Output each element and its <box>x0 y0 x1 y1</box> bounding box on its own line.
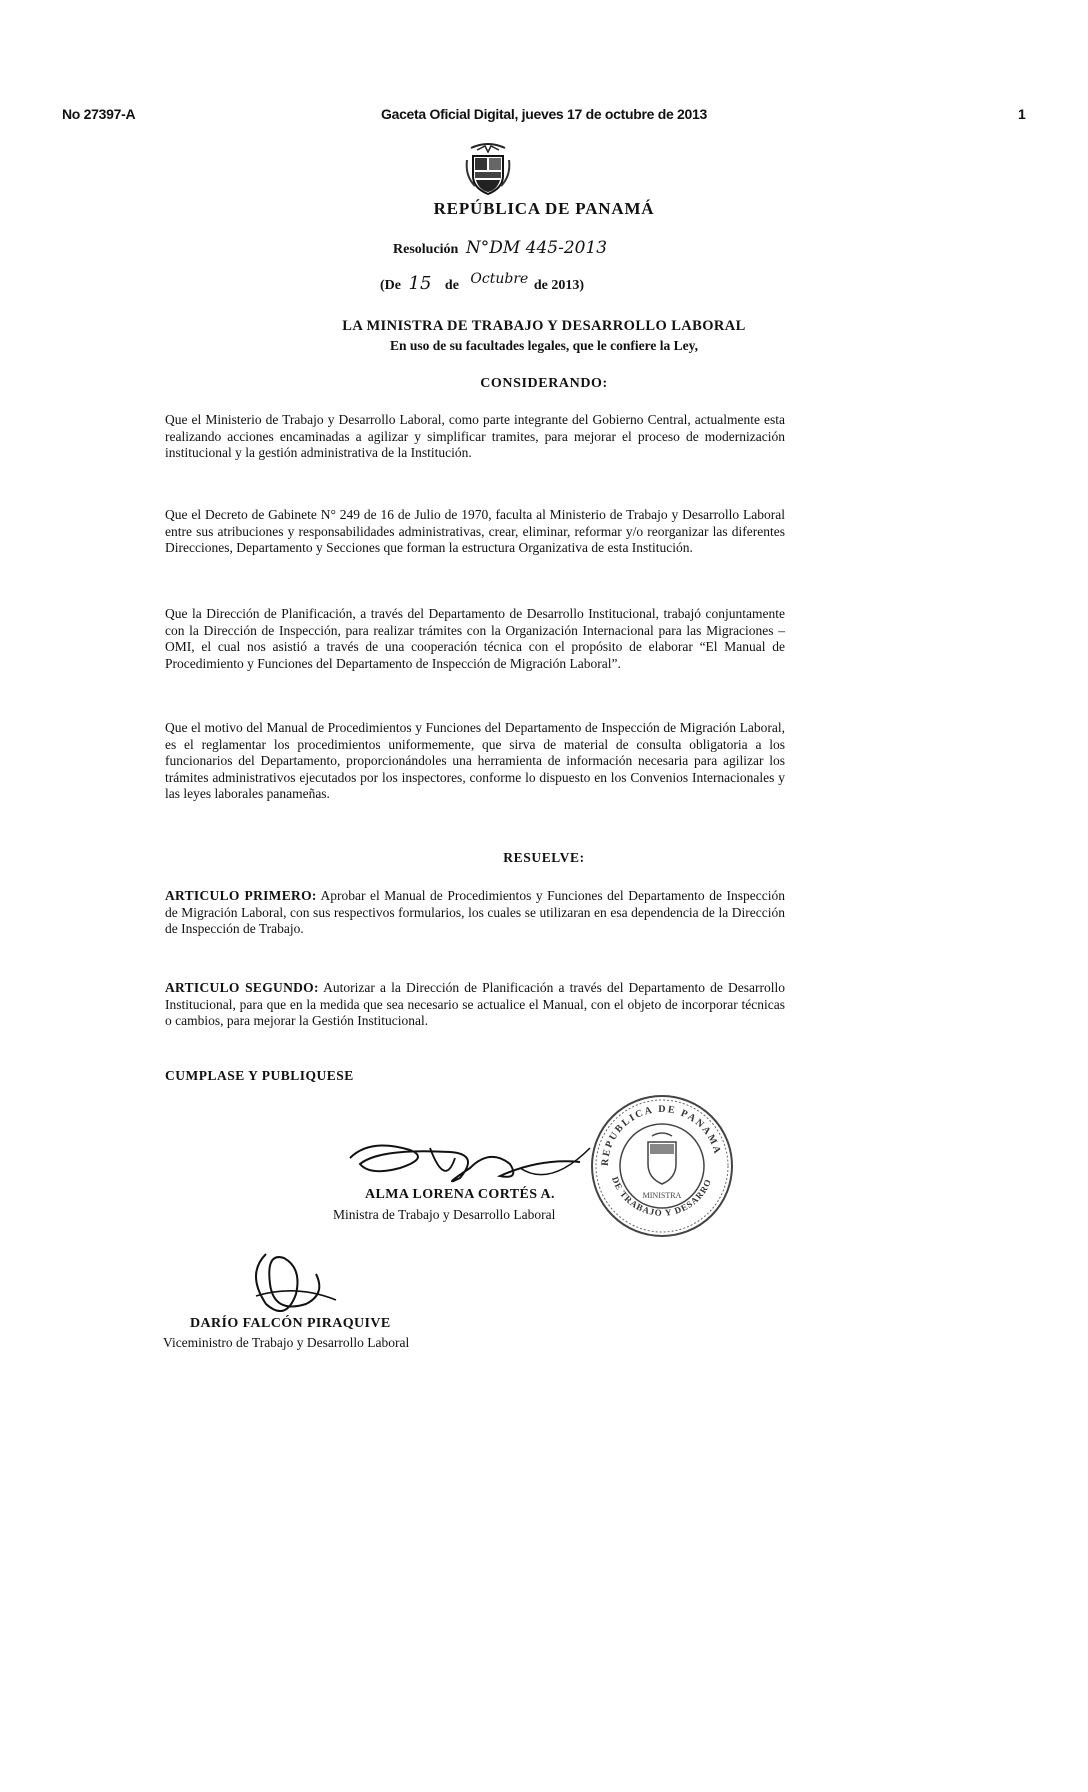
resolution-number: N°DM 445-2013 <box>465 238 608 258</box>
closing-formula: CUMPLASE Y PUBLIQUESE <box>165 1068 354 1083</box>
date-day: 15 <box>408 273 432 294</box>
considerando-paragraph-2: Que el Decreto de Gabinete N° 249 de 16 de Julio de 1970, faculta al Ministerio de Trabajo y Desarrollo Laboral entre sus atribuciones y responsabilidades administrativas, crear, eliminar, reformar y/o reorganizar las diferentes Direcciones, Departamento y Secciones que forman la estructura Organizativa de esta Institución. <box>165 507 785 555</box>
viceminister-signature-scribble <box>236 1244 356 1324</box>
article-2-text: Autorizar a la Dirección de Planificación a través del Departamento de Desarrollo Institucional, para que en la medida que sea necesario se actualice el Manual, con el objeto de incorporar técnicas o cambios, para mejorar la Gestión Institucional. <box>165 980 785 1028</box>
considerando-paragraph-3: Que la Dirección de Planificación, a través del Departamento de Desarrollo Institucional, trabajó conjuntamente con la Dirección de Inspección, para realizar trámites con la Organización Internacional para las Migraciones – OMI, el cual nos asistió a través de una cooperación técnica con el propósito de elaborar “El Manual de Procedimiento y Funciones del Departamento de Inspección de Migración Laboral”. <box>165 606 785 671</box>
resolution-label: Resolución <box>393 242 459 257</box>
issue-number: No 27397-A <box>62 106 136 122</box>
ministry-seal <box>588 1092 736 1240</box>
date-line <box>380 273 584 294</box>
article-1-label: ARTICULO PRIMERO: <box>165 888 317 903</box>
seal-ring-text: REPUBLICA DE PANAMA <box>599 1103 723 1167</box>
gazette-header: Gaceta Oficial Digital, jueves 17 de octubre de 2013 <box>381 106 707 122</box>
viceminister-name: DARÍO FALCÓN PIRAQUIVE <box>190 1316 391 1331</box>
date-month: Octubre <box>470 271 529 287</box>
date-suffix: de 2013) <box>533 278 584 293</box>
date-mid: de <box>444 278 459 293</box>
resolution-line <box>393 238 607 258</box>
article-1 <box>165 888 785 938</box>
seal-bottom-text: DE TRABAJO Y DESARRO <box>609 1175 714 1218</box>
viceminister-role: Viceministro de Trabajo y Desarrollo Laboral <box>163 1335 410 1350</box>
authority-line-1: LA MINISTRA DE TRABAJO Y DESARROLLO LABORAL <box>342 318 746 334</box>
republic-title: REPÚBLICA DE PANAMÁ <box>433 199 655 218</box>
seal-inner-text: MINISTRA <box>642 1191 682 1200</box>
article-1-text: Aprobar el Manual de Procedimientos y Funciones del Departamento de Inspección de Migración Laboral, con sus respectivos formularios, los cuales se utilizaran en esa dependencia de la Dirección de Inspección de Trabajo. <box>165 888 785 936</box>
article-2 <box>165 980 785 1030</box>
date-prefix: (De <box>380 278 401 293</box>
considerando-heading: CONSIDERANDO: <box>480 376 608 391</box>
minister-name: ALMA LORENA CORTÉS A. <box>365 1187 555 1202</box>
minister-role: Ministra de Trabajo y Desarrollo Laboral <box>333 1207 556 1222</box>
considerando-paragraph-1: Que el Ministerio de Trabajo y Desarrollo Laboral, como parte integrante del Gobierno Central, actualmente esta realizando acciones encaminadas a agilizar y simplificar tramites, para mejorar el proceso de modernización institucional y la gestión administrativa de la Institución. <box>165 412 785 460</box>
panama-coat-of-arms-icon <box>463 140 513 196</box>
page-number: 1 <box>1018 106 1026 122</box>
svg-text:REPUBLICA DE PANAMA <box>600 1104 723 1166</box>
authority-line-2: En uso de su facultades legales, que le confiere la Ley, <box>389 338 698 353</box>
considerando-paragraph-4: Que el motivo del Manual de Procedimientos y Funciones del Departamento de Inspección de Migración Laboral, es el reglamentar los procedimientos uniformemente, que sirva de material de consulta obligatoria a los funcionarios del Departamento, proporcionándoles una herramienta de información necesaria para agilizar los trámites administrativos ejecutados por los inspectores, conforme lo dispuesto en los Convenios Internacionales y las leyes laborales panameñas. <box>165 720 785 801</box>
article-2-label: ARTICULO SEGUNDO: <box>165 980 319 995</box>
resuelve-heading: RESUELVE: <box>503 850 585 865</box>
